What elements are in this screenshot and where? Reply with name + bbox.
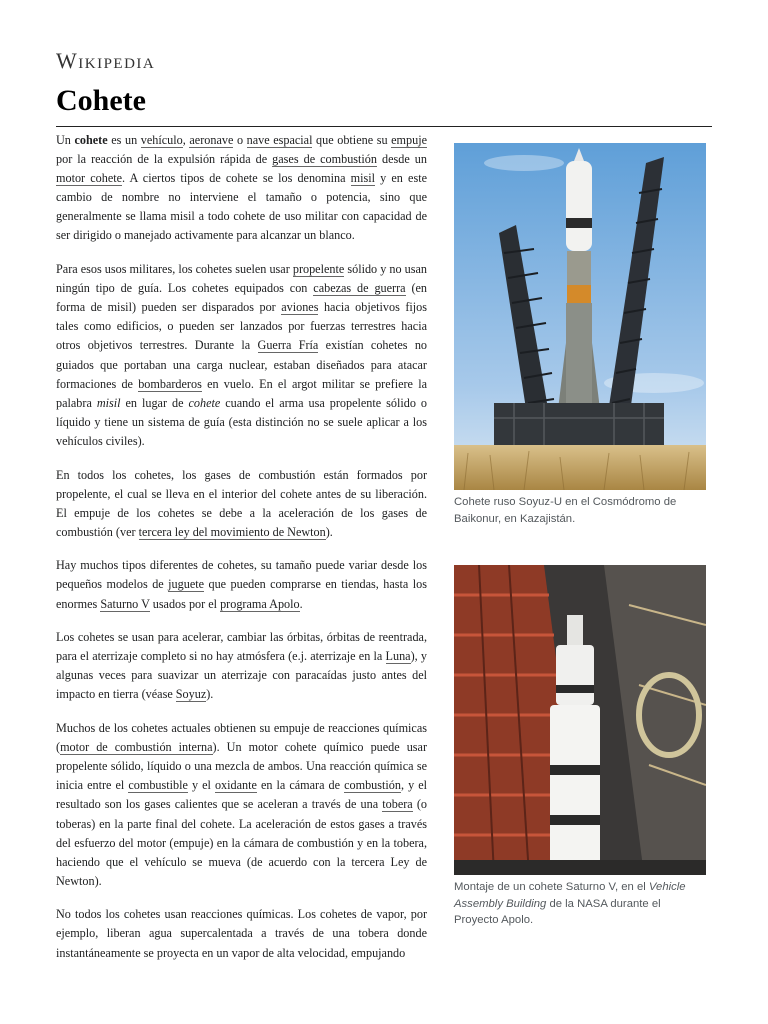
article-link[interactable]: oxidante	[214, 778, 257, 793]
article-link[interactable]: combustión	[344, 778, 401, 793]
text-run: ), y algunas veces para suavizar un aterrizaje con paracaídas justo antes del impacto en tierra (véase	[56, 649, 427, 702]
text-run: que obtiene su	[312, 133, 392, 147]
text-run: usados por el	[149, 596, 221, 611]
article-paragraph	[56, 131, 427, 246]
article-link[interactable]: bombarderos	[138, 376, 202, 391]
article-link[interactable]: vehículo	[140, 133, 183, 147]
text-run: o	[233, 133, 247, 147]
text-run: , y el resultado son los gases calientes que se aceleran a través de una	[56, 778, 428, 812]
text-run: No todos los cohetes usan reacciones químicas. Los cohetes de vapor, por ejemplo, liberan agua supercalentada a través de una tobera donde instantáneamente se proyecta en un vapor de alta velocidad, empujando	[56, 907, 427, 960]
text-run: (o toberas) en la parte final del cohete. La aceleración de estos gases a través del esfuerzo del motor (empuje) en la cámara de combustión y en la tobera, haciendo que el vehículo se mueva (de acuerdo con la tercera Ley de Newton).	[56, 797, 427, 888]
article-link[interactable]: tercera ley del movimiento de Newton	[138, 524, 326, 539]
bold-term: cohete	[74, 133, 108, 147]
article-link[interactable]: aviones	[281, 300, 319, 315]
article-link[interactable]: tobera	[382, 797, 413, 812]
text-run: en lugar de	[120, 395, 189, 410]
text-run: . A ciertos tipos de cohete se los denomina	[122, 171, 351, 186]
soyuz-caption: Cohete ruso Soyuz-U en el Cosmódromo de Baikonur, en Kazajistán.	[454, 496, 677, 525]
saturn-caption: Montaje de un cohete Saturno V, en el Vehicle Assembly Building de la NASA durante el Proyecto Apolo.	[454, 881, 686, 926]
article-link[interactable]: misil	[350, 171, 376, 186]
text-run: En todos los cohetes, los gases de combustión están formados por propelente, el cual se lleva en el interior del cohete antes de su liberación. El empuje de los cohetes se debe a la aceleración de los gases de combustión (ver	[56, 467, 427, 539]
italic-term: misil	[96, 395, 121, 410]
text-run: ). Un motor cohete químico puede usar propelente sólido, líquido o una mezcla de ambos. Una reacción química se inicia entre el	[56, 740, 428, 793]
text-run: Un	[56, 133, 75, 147]
text-run: cuando el arma usa propelente sólido o líquido y tiene un sistema de guía (esta distinción no se suele aplicar a los vehículos civiles).	[56, 395, 427, 448]
text-run: Para esos usos militares, los cohetes suelen usar	[56, 262, 293, 277]
text-run: en la cámara de	[256, 778, 345, 793]
wikipedia-logo[interactable]: Wikipedia	[56, 48, 156, 73]
article-link[interactable]: propelente	[292, 262, 345, 277]
saturn-v-assembly-photo[interactable]	[454, 565, 706, 875]
text-run: ).	[206, 687, 214, 702]
article-paragraph	[56, 466, 427, 542]
text-run: .	[299, 596, 303, 611]
article-link[interactable]: Saturno V	[100, 596, 150, 611]
soyuz-rocket-photo[interactable]	[454, 143, 706, 490]
title-divider	[56, 126, 712, 127]
text-run: sólido y no usan ningún tipo de guía. Los cohetes equipados con	[56, 262, 428, 296]
text-run: en vuelo. En el argot militar se prefiere la palabra	[56, 376, 427, 410]
article-link[interactable]: cabezas de guerra	[313, 281, 406, 296]
text-run: desde un	[377, 152, 427, 167]
text-run: (en forma de misil) pueden ser disparados por	[56, 281, 428, 315]
article-link[interactable]: combustible	[128, 778, 188, 793]
article-link[interactable]: gases de combustión	[272, 152, 377, 167]
article-link[interactable]: Guerra Fría	[257, 338, 319, 353]
text-run: hacia objetivos fijos tales como edificios, o pueden ser lanzados por fuerzas terrestres hacia otros objetivos terrestres. Durante la	[56, 300, 427, 353]
text-run: y en este cambio de nombre no interviene el tamaño o potencia, sino que generalmente se llama misil a todo cohete de uso militar con capacidad de ser dirigido o manejado activamente para alcanzar un blanco.	[56, 171, 427, 243]
article-link[interactable]: aeronave	[189, 133, 234, 147]
text-run: Hay muchos tipos diferentes de cohetes, su tamaño puede variar desde los pequeños modelos de	[56, 558, 427, 592]
article-link[interactable]: motor cohete	[56, 171, 123, 186]
text-run: es un	[107, 133, 141, 147]
article-paragraph	[56, 556, 427, 613]
article-link[interactable]: nave espacial	[246, 133, 313, 147]
italic-term: cohete	[188, 395, 221, 410]
text-run: y el	[187, 778, 215, 793]
text-run: existían cohetes no guiados que portaban una carga nuclear, estaban diseñados para atacar formaciones de	[56, 338, 428, 391]
article-link[interactable]: Luna	[385, 649, 411, 664]
saturn-figure	[454, 565, 706, 929]
article-paragraph	[56, 905, 427, 962]
article-link[interactable]: Soyuz	[175, 687, 207, 702]
text-run: que pueden comprarse en tiendas, hasta los enormes	[56, 577, 427, 611]
text-run: por la reacción de la expulsión rápida de	[56, 152, 273, 167]
article-link[interactable]: programa Apolo	[220, 596, 300, 611]
text-run: Muchos de los cohetes actuales obtienen su empuje de reacciones químicas (	[56, 721, 427, 755]
article-paragraph	[56, 719, 427, 891]
article-link[interactable]: empuje	[391, 133, 427, 147]
article-paragraph	[56, 260, 427, 451]
article-paragraph	[56, 628, 427, 704]
article-body	[56, 131, 427, 977]
text-run: ).	[325, 524, 333, 539]
text-run: ,	[182, 133, 190, 147]
article-link[interactable]: motor de combustión interna	[60, 740, 213, 755]
text-run: Los cohetes se usan para acelerar, cambiar las órbitas, órbitas de reentrada, para el aterrizaje completo si no hay atmósfera (e.j. aterrizaje en la	[56, 630, 427, 664]
page-title: Cohete	[56, 84, 146, 117]
article-link[interactable]: juguete	[168, 577, 205, 592]
soyuz-figure	[454, 143, 706, 527]
